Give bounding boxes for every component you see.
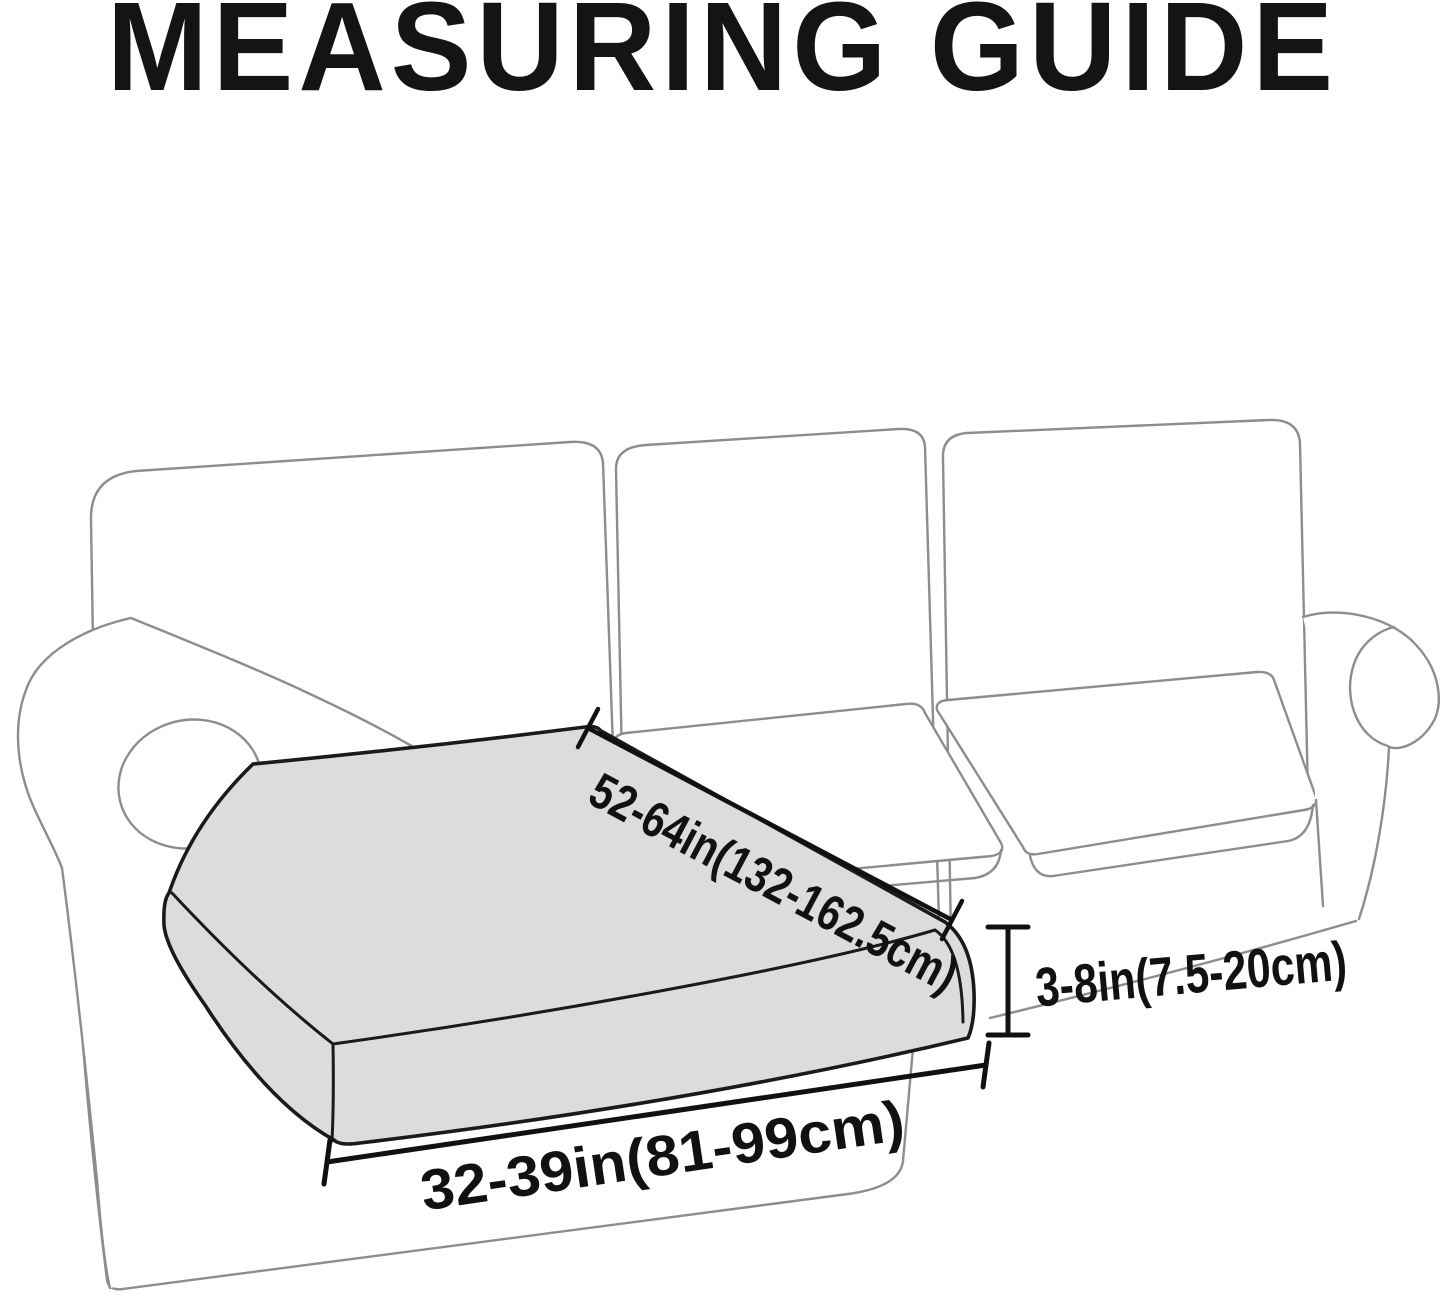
length-label: 52-64in(132-162.5cm) bbox=[580, 762, 1051, 1048]
width-label: 32-39in(81-99cm) bbox=[416, 1092, 884, 1224]
height-label: 3-8in(7.5-20cm) bbox=[1032, 921, 1438, 1019]
cushion-front-corner-edge bbox=[332, 1044, 333, 1141]
page-title: MEASURING GUIDE bbox=[106, 0, 1339, 118]
height-measure bbox=[988, 921, 1438, 1035]
right-arm bbox=[1303, 613, 1439, 919]
